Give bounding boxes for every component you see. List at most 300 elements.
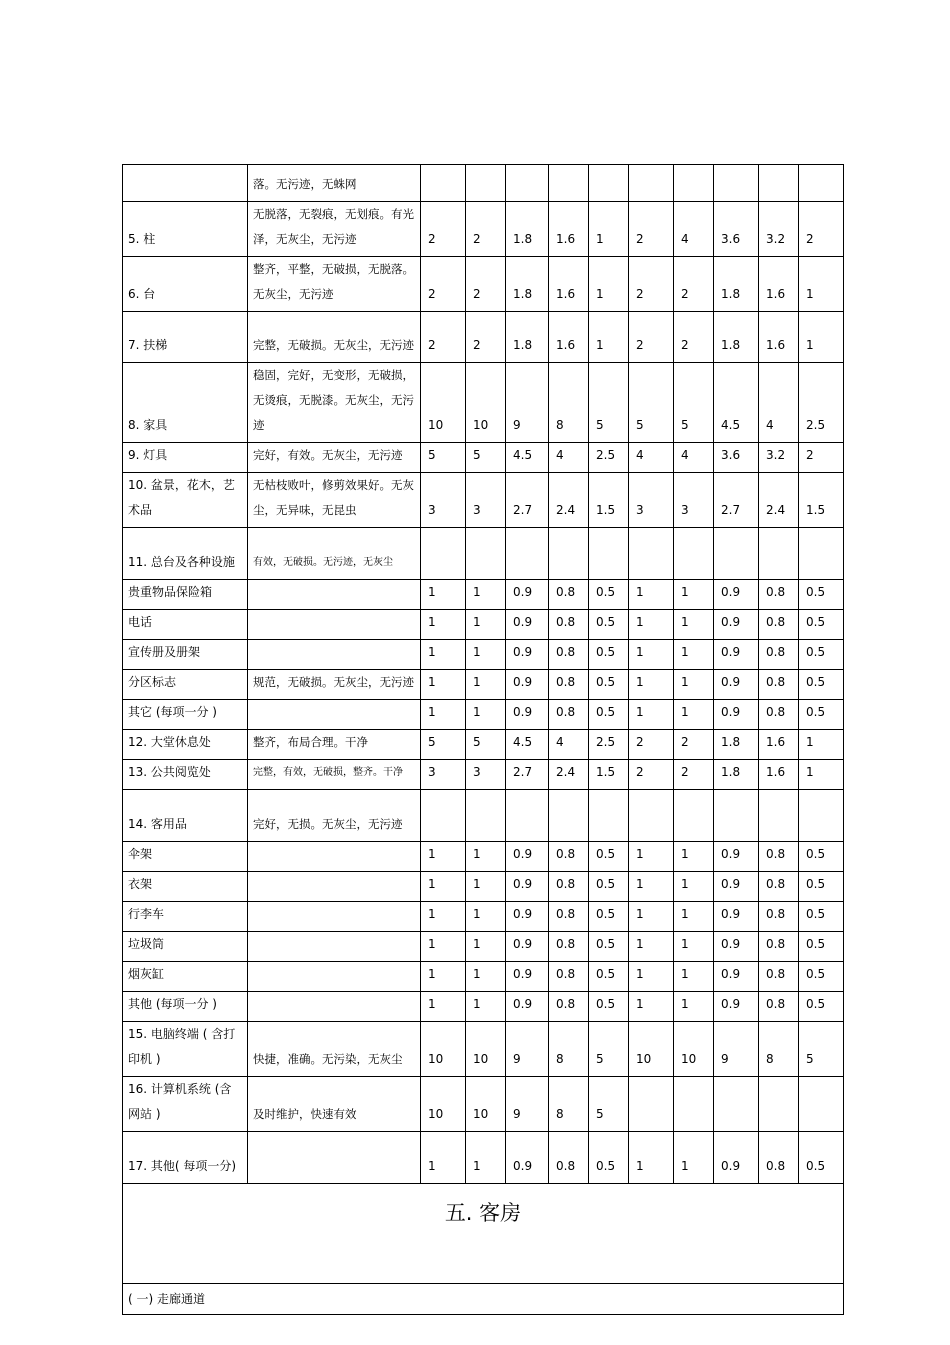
score-cell: 4.5 [506,443,549,473]
score-cell: 1 [466,872,506,902]
item-cell: 17. 其他( 每项一分) [123,1132,248,1184]
table-row [123,257,844,312]
table-row [123,700,844,730]
score-cell: 2 [629,760,674,790]
score-cell: 0.8 [759,842,799,872]
score-cell: 0.9 [714,962,759,992]
item-cell: 烟灰缸 [123,962,248,992]
score-cell: 2 [466,312,506,363]
score-cell: 1 [674,902,714,932]
score-cell: 0.5 [799,580,844,610]
table-row [123,312,844,363]
standard-cell [248,962,421,992]
score-cell: 2 [629,257,674,312]
standard-cell: 整齐，布局合理。干净 [248,730,421,760]
score-cell: 4 [674,202,714,257]
score-cell [466,165,506,202]
score-cell: 1 [629,872,674,902]
score-cell: 1 [466,610,506,640]
score-cell: 1 [466,700,506,730]
score-cell: 1 [466,580,506,610]
score-cell [714,165,759,202]
score-cell: 0.8 [549,580,589,610]
score-cell: 1.8 [506,202,549,257]
item-cell: 10. 盆景，花木，艺术品 [123,473,248,528]
table-row [123,902,844,932]
score-cell: 2 [799,443,844,473]
score-cell: 0.5 [799,842,844,872]
score-cell: 1 [466,902,506,932]
score-cell: 1.6 [549,312,589,363]
score-cell: 1 [421,992,466,1022]
score-cell: 0.5 [799,992,844,1022]
score-cell: 10 [421,363,466,443]
score-cell: 5 [421,730,466,760]
score-cell: 1 [421,962,466,992]
table-row [123,842,844,872]
score-cell: 0.8 [549,962,589,992]
score-cell: 0.9 [506,700,549,730]
score-cell: 9 [506,363,549,443]
score-cell: 1 [799,760,844,790]
score-cell: 0.9 [714,992,759,1022]
score-cell: 1 [466,842,506,872]
score-cell: 3 [421,473,466,528]
score-cell: 5 [466,443,506,473]
standard-cell: 稳固，完好，无变形，无破损，无烫痕，无脱漆。无灰尘，无污迹 [248,363,421,443]
score-cell: 10 [674,1022,714,1077]
score-cell: 4 [549,730,589,760]
score-cell: 1 [674,962,714,992]
score-cell: 0.8 [759,872,799,902]
score-cell: 2 [629,312,674,363]
score-cell [799,1077,844,1132]
score-cell: 1 [466,640,506,670]
standard-cell: 无脱落，无裂痕，无划痕。有光泽，无灰尘，无污迹 [248,202,421,257]
score-cell: 1 [799,730,844,760]
score-cell: 2.4 [759,473,799,528]
score-cell [759,790,799,842]
item-cell: 6. 台 [123,257,248,312]
score-cell: 1 [674,1132,714,1184]
score-cell: 0.9 [506,932,549,962]
score-cell: 0.9 [714,842,759,872]
score-cell: 1 [421,580,466,610]
score-cell: 4 [629,443,674,473]
score-cell: 1 [421,700,466,730]
score-cell: 0.8 [549,640,589,670]
score-cell: 1.5 [589,473,629,528]
score-cell [759,528,799,580]
score-cell: 1 [674,842,714,872]
score-cell: 1.5 [799,473,844,528]
table-row [123,670,844,700]
standard-cell: 快捷，准确。无污染，无灰尘 [248,1022,421,1077]
score-cell: 1 [466,1132,506,1184]
score-cell: 1.8 [714,730,759,760]
item-cell: 16. 计算机系统 (含网站 ) [123,1077,248,1132]
score-cell: 0.9 [506,992,549,1022]
score-cell: 1 [466,932,506,962]
score-cell: 0.5 [589,872,629,902]
table-row [123,473,844,528]
score-cell: 0.8 [759,992,799,1022]
score-cell: 1.8 [506,312,549,363]
score-cell: 3.6 [714,202,759,257]
standard-cell: 完整，无破损。无灰尘，无污迹 [248,312,421,363]
score-cell: 0.5 [589,842,629,872]
subsection-row [123,1284,844,1315]
score-cell: 1 [629,932,674,962]
score-cell [714,790,759,842]
score-cell: 0.8 [549,842,589,872]
score-cell: 5 [466,730,506,760]
score-cell: 2 [799,202,844,257]
score-cell: 8 [549,363,589,443]
score-cell: 1.6 [549,257,589,312]
standard-cell: 完好，无损。无灰尘，无污迹 [248,790,421,842]
score-cell: 1 [421,842,466,872]
section-title: 五. 客房 [123,1184,844,1284]
score-cell: 1 [466,670,506,700]
score-cell: 0.9 [506,962,549,992]
score-cell: 1.6 [759,730,799,760]
score-cell: 5 [674,363,714,443]
score-cell: 1.5 [589,760,629,790]
score-cell: 3 [466,473,506,528]
table-row [123,1132,844,1184]
score-cell [506,790,549,842]
score-cell [421,790,466,842]
score-cell: 2.7 [714,473,759,528]
score-cell: 1 [629,580,674,610]
score-cell: 3 [466,760,506,790]
score-cell: 10 [421,1022,466,1077]
score-cell: 0.8 [759,610,799,640]
score-cell: 2 [629,202,674,257]
score-cell [421,528,466,580]
score-cell: 0.8 [549,932,589,962]
score-cell: 2.5 [799,363,844,443]
table-row [123,580,844,610]
score-cell: 0.8 [759,700,799,730]
table-row [123,962,844,992]
score-cell: 0.5 [799,932,844,962]
score-cell: 1 [674,992,714,1022]
table-row [123,932,844,962]
table-row [123,610,844,640]
score-cell: 2.5 [589,443,629,473]
score-cell: 1 [799,257,844,312]
item-cell [123,165,248,202]
score-cell: 0.5 [799,902,844,932]
score-cell: 10 [421,1077,466,1132]
score-cell: 3 [421,760,466,790]
score-cell: 2.7 [506,473,549,528]
score-cell: 0.5 [589,700,629,730]
table-row [123,1077,844,1132]
score-cell: 1 [799,312,844,363]
score-cell: 3 [674,473,714,528]
score-cell: 10 [466,1077,506,1132]
score-cell: 0.5 [589,962,629,992]
score-cell: 1 [421,670,466,700]
score-cell: 4.5 [714,363,759,443]
score-cell: 0.9 [506,842,549,872]
item-cell: 9. 灯具 [123,443,248,473]
score-cell: 2.4 [549,760,589,790]
score-cell: 0.5 [799,610,844,640]
score-cell [506,528,549,580]
score-cell: 1 [674,670,714,700]
score-cell [759,165,799,202]
score-cell: 0.8 [759,580,799,610]
score-cell [466,790,506,842]
standard-cell: 有效，无破损。无污迹，无灰尘 [248,528,421,580]
standard-cell: 整齐，平整，无破损，无脱落。无灰尘，无污迹 [248,257,421,312]
score-cell: 0.9 [506,670,549,700]
score-cell: 1 [629,700,674,730]
score-cell: 0.8 [759,1132,799,1184]
score-cell: 1 [421,640,466,670]
score-cell: 1 [674,610,714,640]
score-cell: 0.8 [549,902,589,932]
table-row [123,790,844,842]
score-cell: 2 [421,257,466,312]
score-cell: 0.5 [589,1132,629,1184]
score-cell: 9 [506,1077,549,1132]
score-cell: 0.8 [759,640,799,670]
score-cell: 1 [629,610,674,640]
score-cell: 2 [466,202,506,257]
table-row [123,992,844,1022]
score-cell: 1 [629,1132,674,1184]
item-cell: 电话 [123,610,248,640]
score-cell: 2 [674,312,714,363]
score-cell: 2 [421,202,466,257]
standard-cell: 及时维护，快速有效 [248,1077,421,1132]
score-cell: 0.9 [714,640,759,670]
table-row [123,528,844,580]
score-cell: 0.9 [506,580,549,610]
score-cell: 0.5 [799,872,844,902]
score-cell [714,528,759,580]
score-cell: 3.2 [759,202,799,257]
scoring-table [122,164,844,1315]
score-cell [549,790,589,842]
score-cell [629,1077,674,1132]
score-cell: 1.8 [506,257,549,312]
score-cell: 1 [629,670,674,700]
score-cell [589,528,629,580]
item-cell: 11. 总台及各种设施 [123,528,248,580]
standard-cell [248,842,421,872]
table-row [123,443,844,473]
standard-cell [248,610,421,640]
score-cell: 2 [674,730,714,760]
score-cell: 1 [674,872,714,902]
table-row [123,640,844,670]
score-cell: 0.9 [506,872,549,902]
item-cell: 行李车 [123,902,248,932]
score-cell: 0.5 [799,1132,844,1184]
score-cell: 0.9 [714,1132,759,1184]
score-cell [799,528,844,580]
score-cell: 3 [629,473,674,528]
score-cell: 5 [589,1077,629,1132]
table-body [123,165,844,1184]
score-cell [759,1077,799,1132]
score-cell: 1 [589,257,629,312]
score-cell: 2 [421,312,466,363]
score-cell: 10 [629,1022,674,1077]
score-cell: 2 [674,257,714,312]
score-cell [589,165,629,202]
score-cell: 4 [759,363,799,443]
score-cell: 0.8 [759,670,799,700]
standard-cell [248,872,421,902]
score-cell: 5 [589,1022,629,1077]
score-cell: 0.5 [589,992,629,1022]
standard-cell [248,902,421,932]
item-cell: 宣传册及册架 [123,640,248,670]
table-row [123,872,844,902]
score-cell: 1 [421,872,466,902]
score-cell [629,790,674,842]
score-cell: 1 [421,932,466,962]
item-cell: 分区标志 [123,670,248,700]
score-cell: 2 [629,730,674,760]
score-cell: 3.6 [714,443,759,473]
item-cell: 贵重物品保险箱 [123,580,248,610]
standard-cell [248,1132,421,1184]
section-row [123,1184,844,1284]
item-cell: 15. 电脑终端 ( 含打印机 ) [123,1022,248,1077]
score-cell: 0.5 [589,670,629,700]
score-cell: 1.6 [759,760,799,790]
score-cell: 0.9 [506,610,549,640]
score-cell: 10 [466,363,506,443]
standard-cell [248,992,421,1022]
item-cell: 13. 公共阅览处 [123,760,248,790]
score-cell [714,1077,759,1132]
score-cell: 4 [549,443,589,473]
score-cell [674,790,714,842]
item-cell: 12. 大堂休息处 [123,730,248,760]
score-cell: 1 [589,312,629,363]
score-cell: 0.9 [714,932,759,962]
score-cell: 0.9 [714,700,759,730]
table-row [123,165,844,202]
standard-cell: 无枯枝败叶，修剪效果好。无灰尘，无异味，无昆虫 [248,473,421,528]
score-cell: 1.6 [549,202,589,257]
item-cell: 7. 扶梯 [123,312,248,363]
standard-cell [248,700,421,730]
score-cell: 2.5 [589,730,629,760]
score-cell: 9 [506,1022,549,1077]
item-cell: 垃圾筒 [123,932,248,962]
item-cell: 伞架 [123,842,248,872]
score-cell: 0.5 [589,580,629,610]
score-cell: 1 [674,700,714,730]
standard-cell: 完好，有效。无灰尘，无污迹 [248,443,421,473]
score-cell: 0.8 [759,902,799,932]
score-cell: 1 [674,932,714,962]
score-cell: 4.5 [506,730,549,760]
score-cell: 8 [549,1022,589,1077]
score-cell [799,165,844,202]
score-cell: 1 [629,992,674,1022]
score-cell: 1.8 [714,760,759,790]
score-cell: 0.8 [759,962,799,992]
score-cell: 1.6 [759,257,799,312]
item-cell: 5. 柱 [123,202,248,257]
score-cell: 1.8 [714,312,759,363]
score-cell: 0.8 [549,872,589,902]
standard-cell: 完整，有效，无破损，整齐。干净 [248,760,421,790]
score-cell: 1 [421,1132,466,1184]
score-cell [629,528,674,580]
standard-cell [248,640,421,670]
score-cell [466,528,506,580]
score-cell [674,1077,714,1132]
score-cell: 0.5 [799,700,844,730]
score-cell: 1 [629,640,674,670]
score-cell [674,165,714,202]
score-cell: 10 [466,1022,506,1077]
score-cell: 4 [674,443,714,473]
score-cell: 0.5 [799,962,844,992]
score-cell: 0.8 [759,932,799,962]
score-cell: 0.8 [549,992,589,1022]
score-cell: 2.4 [549,473,589,528]
score-cell: 5 [589,363,629,443]
score-cell: 0.9 [714,902,759,932]
score-cell: 5 [421,443,466,473]
section-body [123,1184,844,1315]
score-cell: 0.5 [589,610,629,640]
table-row [123,760,844,790]
score-cell: 0.5 [799,640,844,670]
score-cell: 0.5 [589,640,629,670]
score-cell: 0.9 [506,1132,549,1184]
table-row [123,730,844,760]
score-cell: 3.2 [759,443,799,473]
table-row [123,202,844,257]
score-cell: 0.9 [714,670,759,700]
score-cell: 0.9 [714,610,759,640]
score-cell [506,165,549,202]
score-cell: 1 [674,640,714,670]
item-cell: 8. 家具 [123,363,248,443]
score-cell: 0.8 [549,700,589,730]
score-cell: 1 [629,962,674,992]
score-cell: 0.9 [714,872,759,902]
score-cell: 9 [714,1022,759,1077]
score-cell: 1 [466,962,506,992]
score-cell: 1 [629,842,674,872]
table-row [123,363,844,443]
score-cell: 0.9 [506,902,549,932]
standard-cell: 落。无污迹，无蛛网 [248,165,421,202]
score-cell: 0.9 [714,580,759,610]
score-cell: 0.8 [549,670,589,700]
score-cell: 8 [759,1022,799,1077]
score-cell [674,528,714,580]
score-cell: 0.9 [506,640,549,670]
score-cell [589,790,629,842]
score-cell: 0.8 [549,610,589,640]
